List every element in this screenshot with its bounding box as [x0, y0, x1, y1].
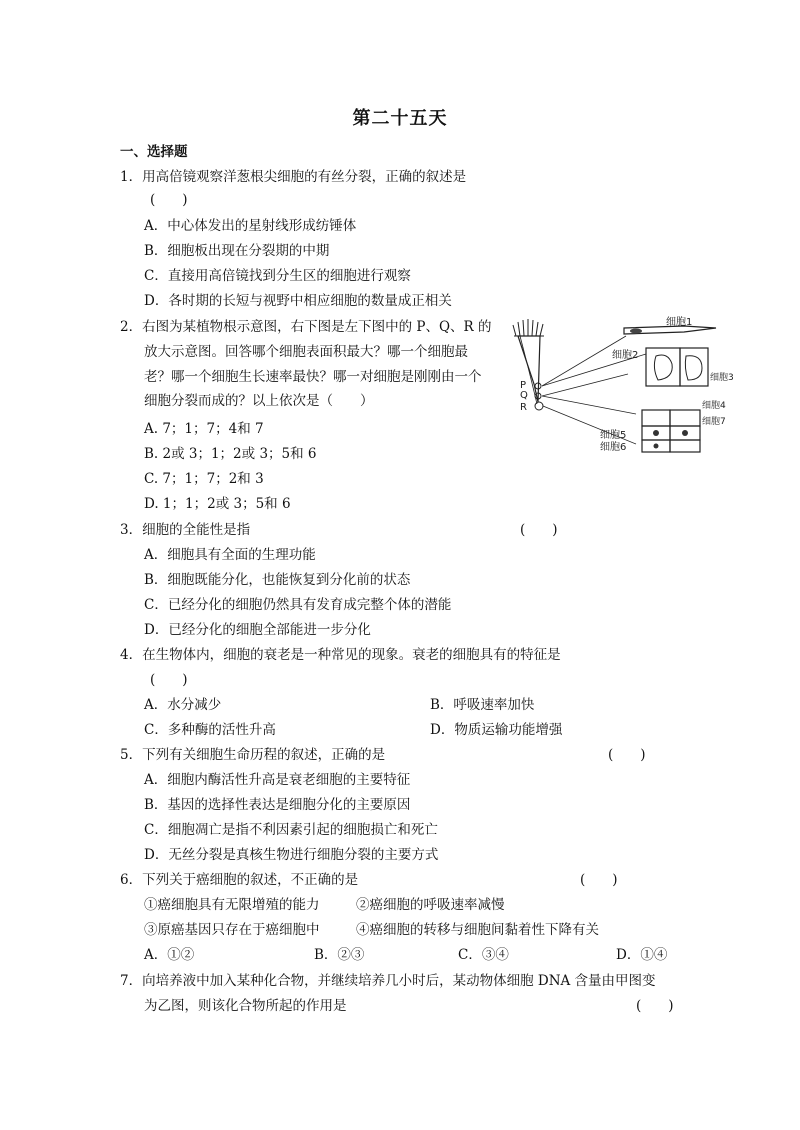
label-cell1: 细胞1 [666, 317, 693, 328]
q3-option-d: D．已经分化的细胞全部能进一步分化 [144, 622, 371, 638]
label-cell2: 细胞2 [612, 350, 639, 361]
root-cell-diagram [506, 314, 734, 460]
cell6-nucleus [654, 444, 659, 449]
q1-stem: 1．用高倍镜观察洋葱根尖细胞的有丝分裂，正确的叙述是 [120, 169, 467, 185]
q6-statement-1: ①癌细胞具有无限增殖的能力 [144, 897, 320, 913]
q5-option-c: C．细胞凋亡是指不利因素引起的细胞损亡和死亡 [144, 822, 438, 838]
cell2-shape [646, 348, 680, 386]
cell-bottom-shape [670, 440, 700, 452]
cell4b-shape [670, 410, 700, 426]
label-cell3: 细胞3 [710, 373, 734, 383]
label-q: Q [520, 390, 528, 401]
q2-stem-line3: 老？哪一个细胞生长速率最快？哪一对细胞是刚刚由一个 [144, 369, 482, 385]
q7-stem-line2: 为乙图，则该化合物所起的作用是 [144, 998, 347, 1014]
q6-statement-4: ④癌细胞的转移与细胞间黏着性下降有关 [356, 922, 599, 938]
q6-option-d: D．①④ [616, 947, 668, 963]
q5-option-b: B．基因的选择性表达是细胞分化的主要原因 [144, 797, 411, 813]
q2-option-a: A. 7；1；7；4和 7 [144, 421, 264, 437]
q1-option-c: C．直接用高倍镜找到分生区的细胞进行观察 [144, 268, 411, 284]
section-heading: 一、选择题 [120, 144, 188, 160]
q6-answer-blank: ( ) [580, 872, 618, 888]
cell1-nucleus [630, 329, 642, 334]
q1-option-b: B．细胞板出现在分裂期的中期 [144, 243, 330, 259]
q4-answer-blank: ( ) [150, 672, 188, 688]
q5-answer-blank: ( ) [608, 747, 646, 763]
q6-option-b: B．②③ [314, 947, 365, 963]
q3-option-c: C．已经分化的细胞仍然具有发育成完整个体的潜能 [144, 597, 452, 613]
q6-option-a: A．①② [144, 947, 195, 963]
cell4-shape [642, 410, 670, 426]
q6-option-c: C．③④ [458, 947, 509, 963]
q2-stem-line1: 2．右图为某植物根示意图，右下图是左下图中的 P、Q、R 的 [120, 319, 492, 335]
cell2-vacuole [654, 355, 672, 380]
q4-option-a: A．水分减少 [144, 697, 222, 713]
label-cell4: 细胞4 [702, 401, 726, 411]
q2-option-b: B. 2或 3；1；2或 3；5和 6 [144, 446, 317, 462]
label-p: P [520, 380, 527, 391]
label-cell6: 细胞6 [600, 442, 627, 453]
q7-answer-blank: ( ) [636, 998, 674, 1014]
q6-stem: 6．下列关于癌细胞的叙述，不正确的是 [120, 872, 359, 888]
cell3-vacuole [685, 356, 702, 380]
cell3-shape [680, 348, 708, 386]
cell7-nucleus [682, 430, 688, 436]
q4-option-d: D．物质运输功能增强 [430, 722, 563, 738]
q5-option-d: D．无丝分裂是真核生物进行细胞分裂的主要方式 [144, 847, 439, 863]
q2-stem-line4: 细胞分裂而成的？以上依次是（ ） [144, 393, 374, 409]
q1-option-a: A．中心体发出的星射线形成纺锤体 [144, 218, 357, 234]
label-cell7: 细胞7 [702, 417, 726, 427]
root-tip-cap [535, 402, 543, 410]
root-hairs [513, 319, 544, 336]
q4-option-b: B．呼吸速率加快 [430, 697, 535, 713]
q4-stem: 4．在生物体内，细胞的衰老是一种常见的现象。衰老的细胞具有的特征是 [120, 647, 561, 663]
q6-statement-3: ③原癌基因只存在于癌细胞中 [144, 922, 320, 938]
q3-stem: 3．细胞的全能性是指 [120, 522, 251, 538]
label-cell5: 细胞5 [600, 430, 627, 441]
q3-option-a: A．细胞具有全面的生理功能 [144, 547, 316, 563]
q1-option-d: D．各时期的长短与视野中相应细胞的数量成正相关 [144, 293, 452, 309]
q3-answer-blank: ( ) [520, 522, 558, 538]
q4-option-c: C．多种酶的活性升高 [144, 722, 276, 738]
q2-stem-line2: 放大示意图。回答哪个细胞表面积最大？哪一个细胞最 [144, 344, 468, 360]
q7-stem-line1: 7．向培养液中加入某种化合物，并继续培养几小时后，某动物体细胞 DNA 含量由甲图变 [120, 973, 656, 989]
q2-option-d: D. 1；1；2或 3；5和 6 [144, 496, 291, 512]
q3-option-b: B．细胞既能分化，也能恢复到分化前的状态 [144, 572, 411, 588]
label-r: R [520, 402, 527, 413]
q6-statement-2: ②癌细胞的呼吸速率减慢 [356, 897, 505, 913]
q5-stem: 5．下列有关细胞生命历程的叙述，正确的是 [120, 747, 386, 763]
q1-answer-blank: ( ) [150, 192, 188, 208]
cell5-nucleus [653, 430, 659, 436]
page-title: 第二十五天 [352, 108, 448, 129]
q5-option-a: A．细胞内酶活性升高是衰老细胞的主要特征 [144, 772, 411, 788]
q2-option-c: C. 7；1；7；2和 3 [144, 471, 264, 487]
